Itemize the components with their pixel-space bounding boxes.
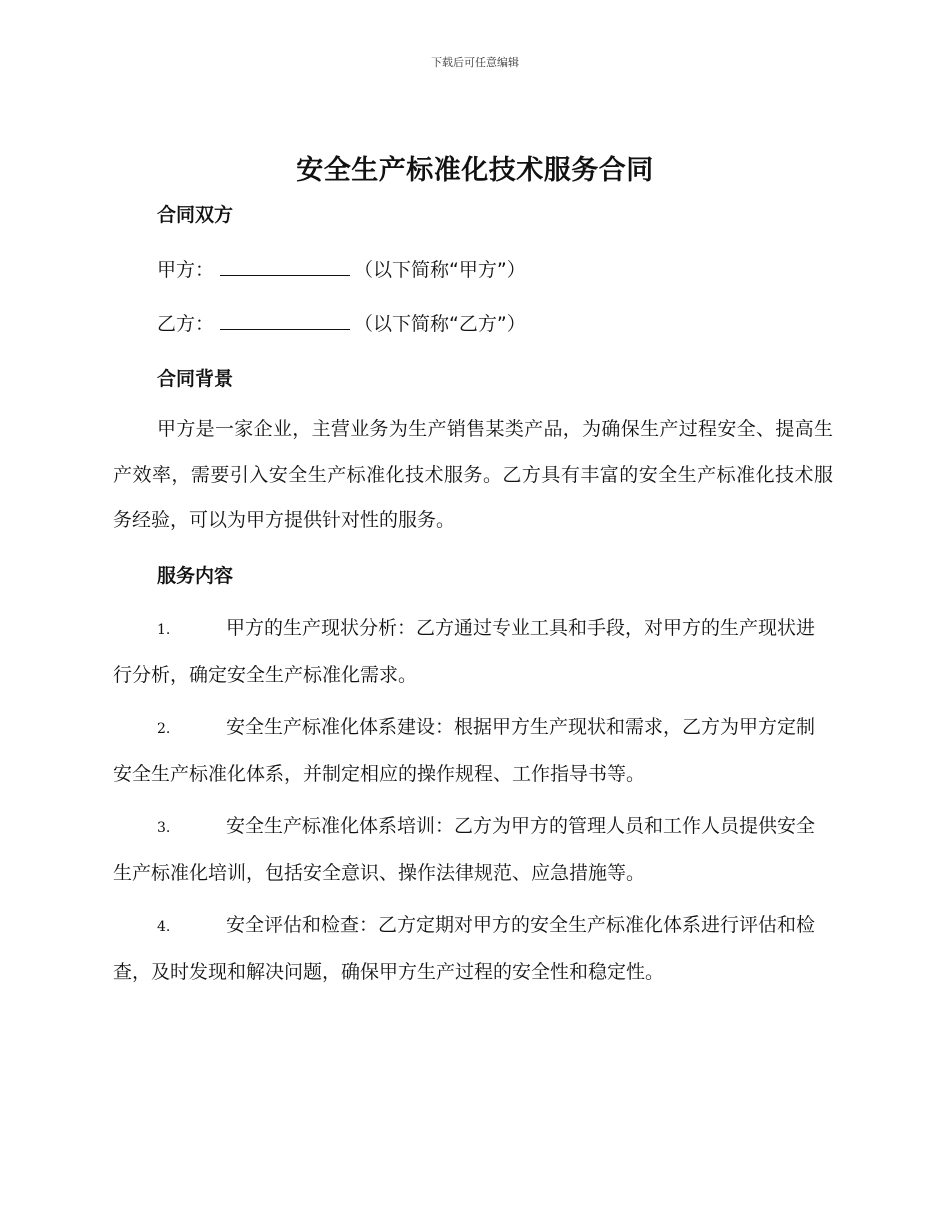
background-paragraph: 甲方是一家企业，主营业务为生产销售某类产品，为确保生产过程安全、提高生产效率，需要引入安全生产标准化技术服务。乙方具有丰富的安全生产标准化技术服务经验，可以为甲方提供针对性的服务。	[113, 418, 833, 531]
service-item-text: 安全生产标准化体系建设：根据甲方生产现状和需求，乙方为甲方定制安全生产标准化体系，并制定相应的操作规程、工作指导书等。	[113, 716, 816, 785]
service-item-number: 4.	[157, 919, 171, 935]
service-item-text: 甲方的生产现状分析：乙方通过专业工具和手段，对甲方的生产现状进行分析，确定安全生产标准化需求。	[113, 617, 816, 686]
header-note: 下载后可任意编辑	[431, 56, 519, 69]
party-a-line	[157, 255, 526, 282]
service-item	[113, 903, 833, 995]
service-item	[113, 705, 833, 797]
document-title: 安全生产标准化技术服务合同	[296, 155, 654, 186]
party-a-label: 甲方：	[157, 259, 215, 281]
service-item-number: 3.	[157, 820, 171, 836]
service-item-number: 2.	[157, 721, 171, 737]
service-item-text: 安全生产标准化体系培训：乙方为甲方的管理人员和工作人员提供安全生产标准化培训，包括安全意识、操作法律规范、应急措施等。	[113, 815, 816, 884]
party-b-label: 乙方：	[157, 313, 215, 335]
service-item	[113, 606, 833, 698]
service-item-text: 安全评估和检查：乙方定期对甲方的安全生产标准化体系进行评估和检查，及时发现和解决问题，确保甲方生产过程的安全性和稳定性。	[113, 914, 816, 983]
service-item-number: 1.	[157, 622, 171, 638]
party-b-suffix: （以下简称“乙方”）	[354, 313, 526, 335]
party-b-line	[157, 309, 526, 336]
section-heading-background: 合同背景	[157, 368, 234, 390]
service-item	[113, 804, 833, 896]
party-a-blank[interactable]	[220, 257, 350, 276]
party-a-suffix: （以下简称“甲方”）	[354, 259, 526, 281]
section-heading-parties: 合同双方	[157, 204, 234, 226]
party-b-blank[interactable]	[220, 311, 350, 330]
section-heading-services: 服务内容	[157, 565, 234, 587]
